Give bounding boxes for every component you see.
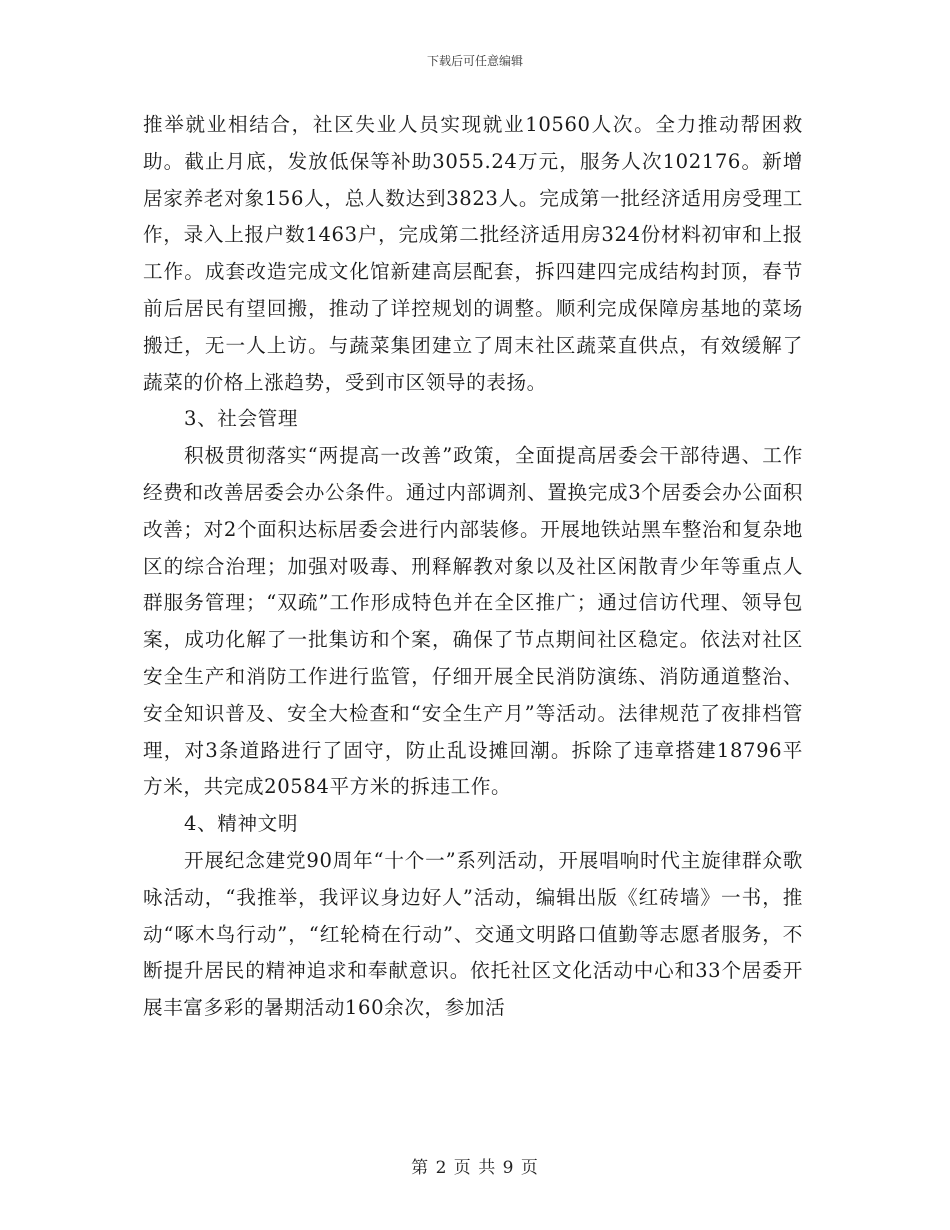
paragraph-social-management: 积极贯彻落实“两提高一改善”政策，全面提高居委会干部待遇、工作经费和改善居委会办公条件。通过内部调剂、置换完成3个居委会办公面积改善；对2个面积达标居委会进行内部装修。开展地铁站黑车整治和复杂地区的综合治理；加强对吸毒、刑释解教对象以及社区闲散青少年等重点人群服务管理；“双疏”工作形成特色并在全区推广；通过信访代理、领导包案，成功化解了一批集访和个案，确保了节点期间社区稳定。依法对社区安全生产和消防工作进行监管，仔细开展全民消防演练、消防通道整治、安全知识普及、安全大检查和“安全生产月”等活动。法律规范了夜排档管理，对3条道路进行了固守，防止乱设摊回潮。拆除了违章搭建18796平方米，共完成20584平方米的拆违工作。 (143, 444, 803, 799)
paragraph-spiritual-civilization: 开展纪念建党90周年“十个一”系列活动，开展唱响时代主旋律群众歌咏活动，“我推举，我评议身边好人”活动，编辑出版《红砖墙》一书，推动“啄木鸟行动”，“红轮椅在行动”、交通文明路口值勤等志愿者服务，不断提升居民的精神追求和奉献意识。依托社区文化活动中心和33个居委开展丰富多彩的暑期活动160余次，参加活 (143, 848, 803, 1020)
page-number: 第 2 页 共 9 页 (411, 1158, 539, 1178)
document-body (143, 107, 803, 1027)
section-heading-social-management: 3、社会管理 (184, 407, 299, 431)
page-header-note: 下载后可任意编辑 (426, 54, 523, 68)
section-heading-spiritual-civilization: 4、精神文明 (184, 812, 299, 836)
paragraph-employment-assistance: 推举就业相结合，社区失业人员实现就业10560人次。全力推动帮困救助。截止月底，发放低保等补助3055.24万元，服务人次102176。新增居家养老对象156人，总人数达到3823人。完成第一批经济适用房受理工作，录入上报户数1463户，完成第二批经济适用房324份材料初审和上报工作。成套改造完成文化馆新建高层配套，拆四建四完成结构封顶，春节前后居民有望回搬，推动了详控规划的调整。顺利完成保障房基地的菜场搬迁，无一人上访。与蔬菜集团建立了周末社区蔬菜直供点，有效缓解了蔬菜的价格上涨趋势，受到市区领导的表扬。 (143, 113, 803, 394)
